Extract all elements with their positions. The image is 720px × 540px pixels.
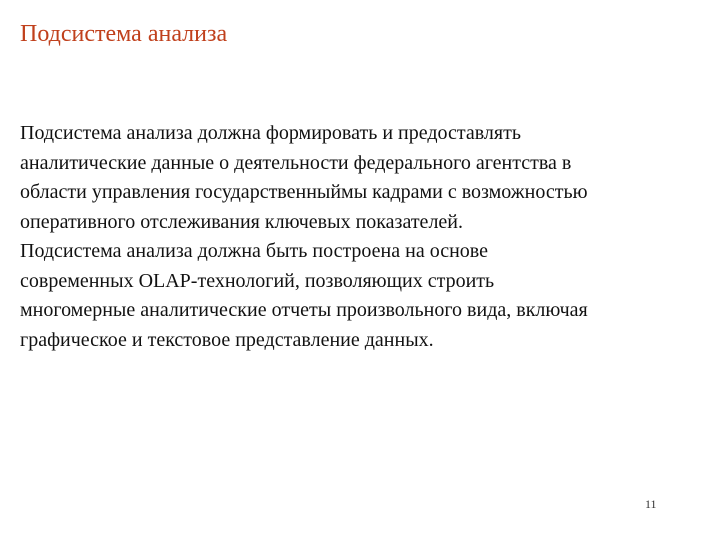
- page-number: 11: [645, 497, 657, 511]
- body-line: современных OLAP-технологий, позволяющих строить: [20, 269, 495, 292]
- slide-title: Подсистема анализа: [20, 21, 228, 47]
- body-line: аналитические данные о деятельности федерального агентства в: [20, 151, 572, 174]
- body-line: области управления государственныймы кадрами с возможностью: [20, 181, 588, 203]
- body-line: Подсистема анализа должна быть построена на основе: [20, 240, 488, 262]
- body-line: графическое и текстовое представление данных.: [20, 328, 434, 351]
- slide-body-text: [20, 119, 714, 355]
- body-line: многомерные аналитические отчеты произвольного вида, включая: [20, 299, 588, 321]
- body-line: оперативного отслеживания ключевых показателей.: [20, 210, 463, 233]
- body-line: Подсистема анализа должна формировать и предоставлять: [20, 122, 521, 144]
